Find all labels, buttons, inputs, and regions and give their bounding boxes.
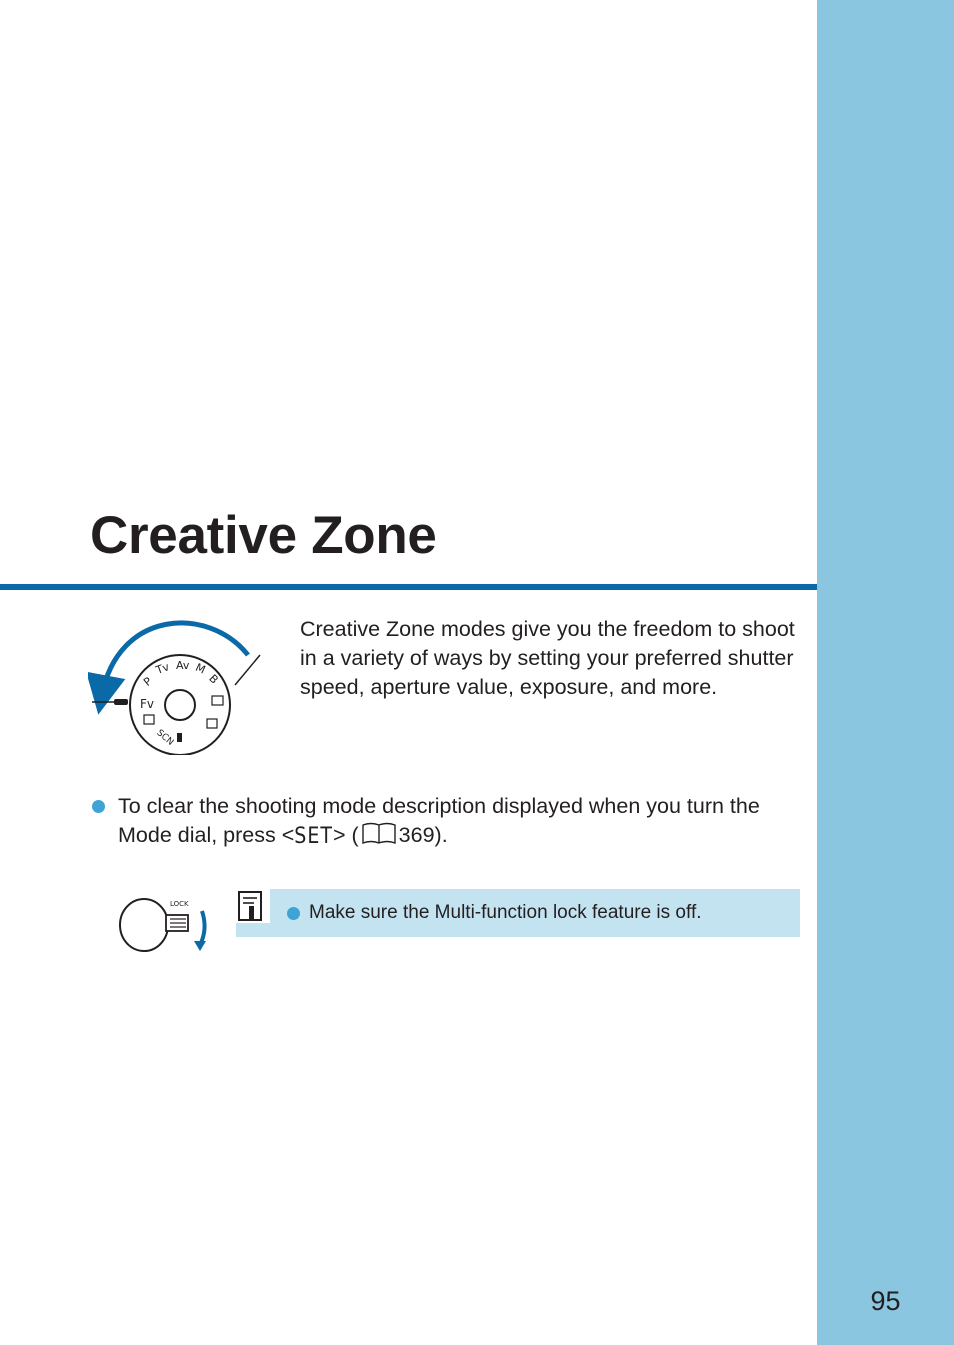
bullet-dot-icon (92, 800, 105, 813)
set-button-label: SET (294, 823, 333, 849)
svg-text:P: P (141, 674, 155, 689)
mode-dial-icon (88, 615, 268, 755)
svg-text:Av: Av (176, 659, 190, 672)
page-number: 95 (870, 1286, 901, 1316)
svg-text:M: M (193, 660, 208, 677)
page-reference-number: 369 (398, 823, 435, 847)
note-text: Make sure the Multi-function lock feature is off. (309, 902, 702, 923)
lock-label: LOCK (170, 900, 189, 908)
intro-paragraph: Creative Zone modes give you the freedom to shoot in a variety of ways by setting your preferred shutter speed, aperture value, exposure, and more. (300, 617, 795, 699)
svg-text:Tv: Tv (154, 660, 172, 677)
note-memo-icon (236, 889, 270, 923)
bullet-text-before: To clear the shooting mode description displayed when you turn the Mode dial, press < (118, 794, 760, 847)
page-title: Creative Zone (90, 506, 437, 565)
svg-text:B: B (206, 671, 221, 687)
svg-text:Fv: Fv (140, 697, 155, 711)
note-bullet-dot-icon (287, 907, 300, 920)
multi-function-lock-icon (114, 895, 214, 955)
note-box (236, 889, 800, 937)
svg-text:SCN: SCN (154, 728, 176, 748)
bullet-text-after: ). (434, 823, 448, 847)
bullet-item (92, 792, 802, 851)
title-divider (0, 584, 817, 590)
page-reference-book-icon (361, 821, 397, 845)
side-color-band (817, 0, 954, 1345)
bullet-text-middle: > ( (332, 823, 359, 847)
